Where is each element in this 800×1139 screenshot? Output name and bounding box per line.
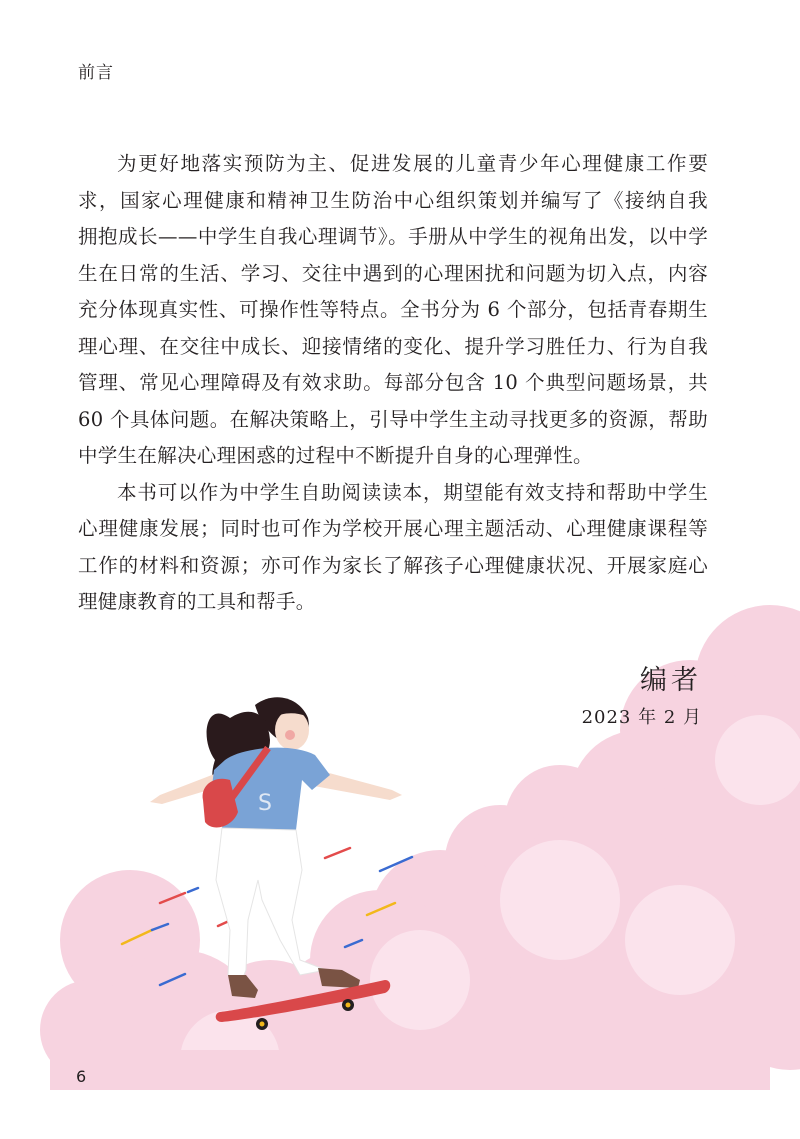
svg-text:S: S: [258, 791, 272, 816]
page-number: 6: [76, 1067, 87, 1086]
preface-body: [78, 146, 728, 621]
paragraph: 为更好地落实预防为主、促进发展的儿童青少年心理健康工作要求，国家心理健康和精神卫生防治中心组织策划并编写了《接纳自我 拥抱成长——中学生自我心理调节》。手册从中学生的视角出发，以中学生在日常的生活、学习、交往中遇到的心理困扰和问题为切入点，内容充分体现真实性、可操作性等特点。全书分为 6 个部分，包括青春期生理心理、在交往中成长、迎接情绪的变化、提升学习胜任力、行为自我管理、常见心理障碍及有效求助。每部分包含 10 个典型问题场景，共 60 个具体问题。在解决策略上，引导中学生主动寻找更多的资源，帮助中学生在解决心理困惑的过程中不断提升自身的心理弹性。: [78, 152, 728, 467]
signature-date: 2023 年 2 月: [581, 707, 702, 728]
paragraph: 本书可以作为中学生自助阅读读本，期望能有效支持和帮助中学生心理健康发展；同时也可作为学校开展心理主题活动、心理健康课程等工作的材料和资源；亦可作为家长了解孩子心理健康状况、开展家庭心理健康教育的工具和帮手。: [78, 480, 708, 613]
section-title: 前言: [78, 63, 114, 83]
author-signature: 编者: [640, 665, 702, 696]
